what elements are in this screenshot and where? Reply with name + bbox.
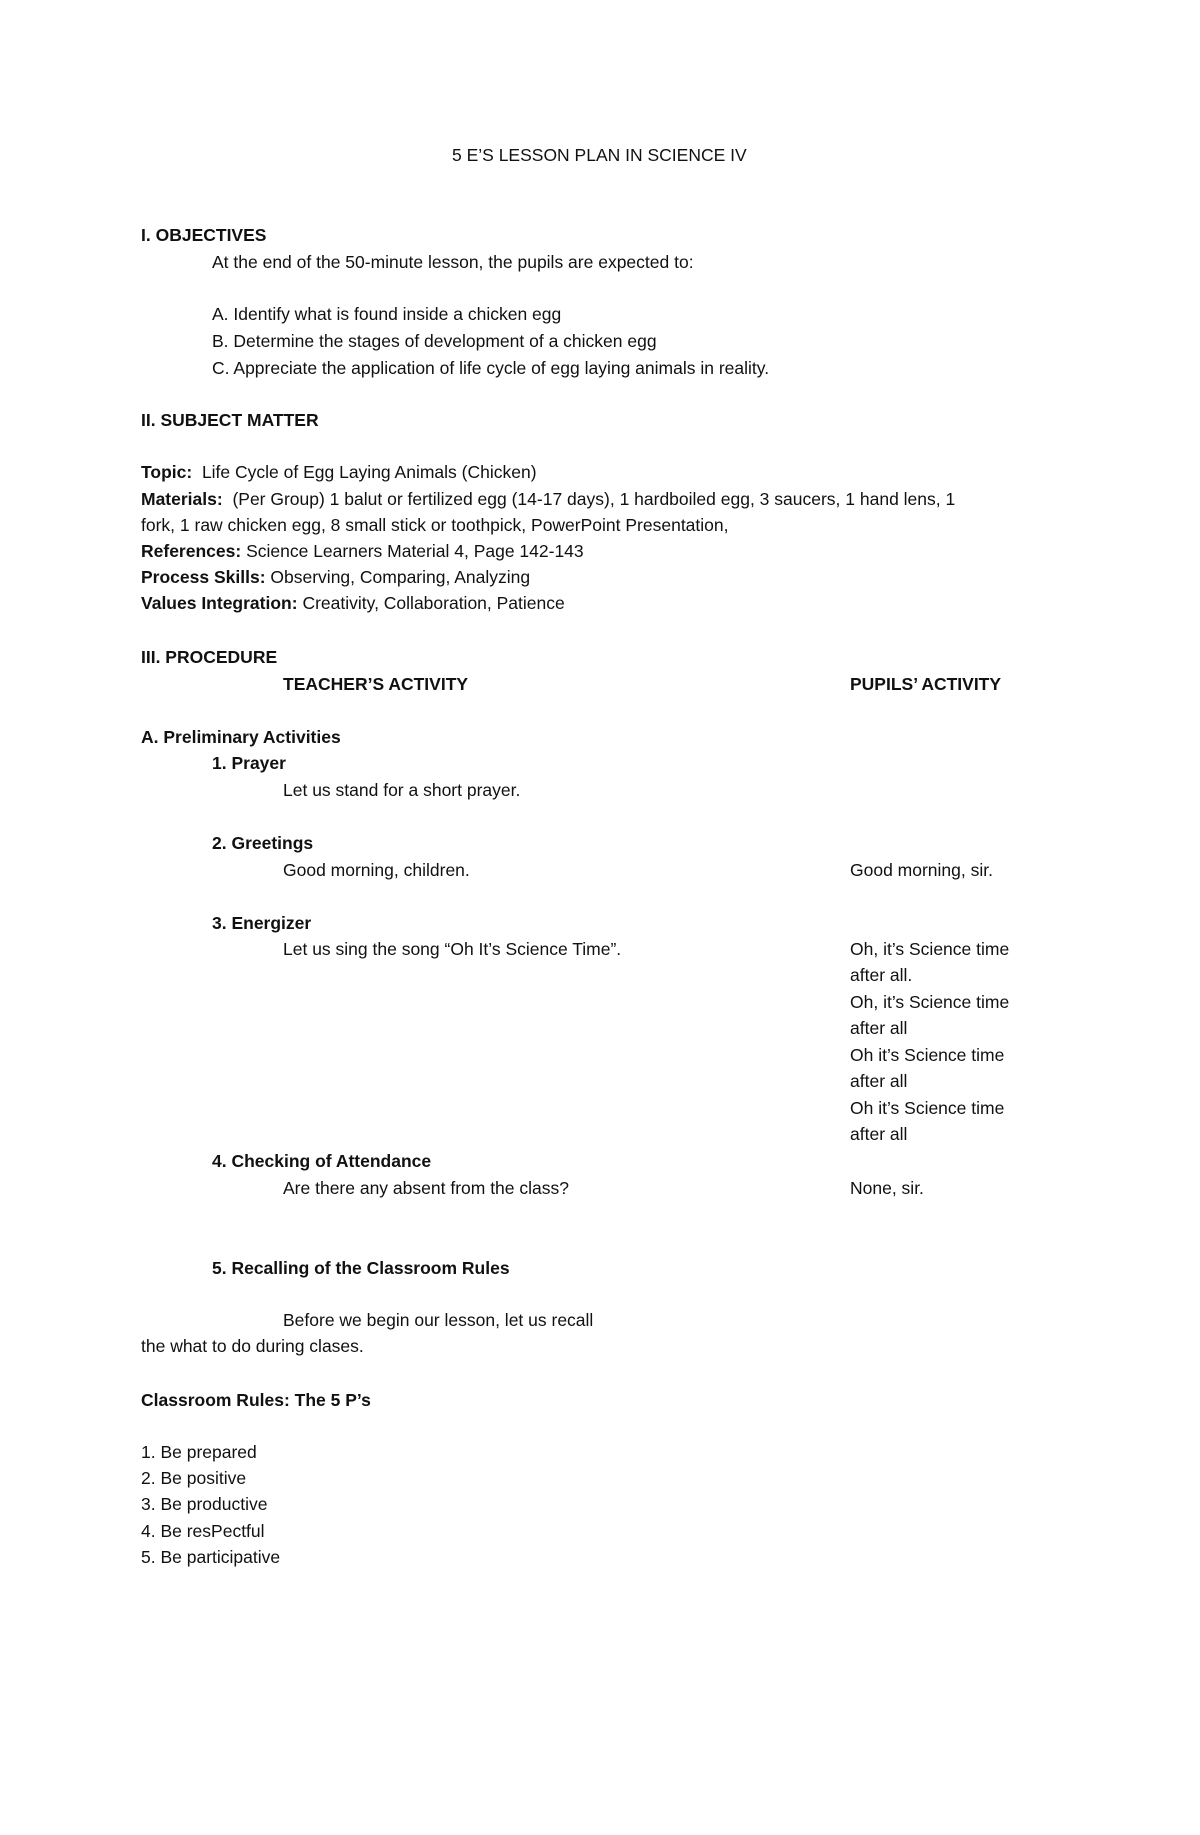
energizer-teacher-text: Let us sing the song “Oh It’s Science Time”. [283, 939, 622, 959]
attendance-heading: 4. Checking of Attendance [212, 1151, 432, 1171]
references-value: Science Learners Material 4, Page 142-143 [246, 541, 584, 561]
materials-value: (Per Group) 1 balut or fertilized egg (14-17 days), 1 hardboiled egg, 3 saucers, 1 hand lens, 1 [232, 489, 956, 509]
energizer-pupils-line: Oh it’s Science time [850, 1045, 1005, 1065]
rule-item: 4. Be resPectful [141, 1521, 265, 1541]
energizer-pupils-line: Oh it’s Science time [850, 1098, 1005, 1118]
values-integration-value: Creativity, Collaboration, Patience [302, 593, 565, 613]
preliminary-activities-heading: A. Preliminary Activities [141, 727, 341, 747]
materials-value-continued: fork, 1 raw chicken egg, 8 small stick or toothpick, PowerPoint Presentation, [141, 515, 729, 535]
energizer-pupils-line: after all. [850, 965, 913, 985]
subject-matter-heading: II. SUBJECT MATTER [141, 410, 319, 430]
energizer-heading: 3. Energizer [212, 913, 312, 933]
attendance-teacher-text: Are there any absent from the class? [283, 1178, 569, 1198]
values-integration-label: Values Integration: [141, 593, 298, 613]
energizer-pupils-line: Oh, it’s Science time [850, 939, 1010, 959]
greetings-teacher-text: Good morning, children. [283, 860, 470, 880]
rule-item: 3. Be productive [141, 1494, 268, 1514]
energizer-pupils-line: after all [850, 1071, 908, 1091]
process-skills-label: Process Skills: [141, 567, 266, 587]
materials-line [141, 488, 955, 510]
rules-list-heading: Classroom Rules: The 5 P’s [141, 1390, 371, 1410]
rule-item: 1. Be prepared [141, 1442, 257, 1462]
greetings-heading: 2. Greetings [212, 833, 314, 853]
pupils-activity-header: PUPILS’ ACTIVITY [850, 674, 1002, 694]
objectives-intro: At the end of the 50-minute lesson, the pupils are expected to: [212, 252, 694, 272]
teacher-activity-header: TEACHER’S ACTIVITY [283, 674, 469, 694]
energizer-pupils-line: after all [850, 1124, 908, 1144]
classroom-rules-heading: 5. Recalling of the Classroom Rules [212, 1258, 510, 1278]
objective-item: A. Identify what is found inside a chicken egg [212, 304, 562, 324]
greetings-pupils-text: Good morning, sir. [850, 860, 993, 880]
prayer-teacher-text: Let us stand for a short prayer. [283, 780, 521, 800]
materials-label: Materials: [141, 489, 223, 509]
process-skills-value: Observing, Comparing, Analyzing [270, 567, 531, 587]
topic-line [141, 461, 537, 483]
rules-teacher-text-continued: the what to do during clases. [141, 1336, 364, 1356]
prayer-heading: 1. Prayer [212, 753, 286, 773]
references-line [141, 540, 584, 562]
energizer-pupils-line: after all [850, 1018, 908, 1038]
rule-item: 5. Be participative [141, 1547, 281, 1567]
objective-item: B. Determine the stages of development of a chicken egg [212, 331, 657, 351]
references-label: References: [141, 541, 242, 561]
document-title: 5 E’S LESSON PLAN IN SCIENCE IV [452, 145, 747, 165]
procedure-heading: III. PROCEDURE [141, 647, 278, 667]
objective-item: C. Appreciate the application of life cycle of egg laying animals in reality. [212, 358, 770, 378]
attendance-pupils-text: None, sir. [850, 1178, 924, 1198]
rules-teacher-text: Before we begin our lesson, let us recall [283, 1310, 594, 1330]
topic-label: Topic: [141, 462, 193, 482]
energizer-pupils-line: Oh, it’s Science time [850, 992, 1010, 1012]
values-integration-line [141, 592, 565, 614]
objectives-heading: I. OBJECTIVES [141, 225, 267, 245]
topic-value: Life Cycle of Egg Laying Animals (Chicken) [201, 462, 537, 482]
rule-item: 2. Be positive [141, 1468, 247, 1488]
process-skills-line [141, 566, 530, 588]
